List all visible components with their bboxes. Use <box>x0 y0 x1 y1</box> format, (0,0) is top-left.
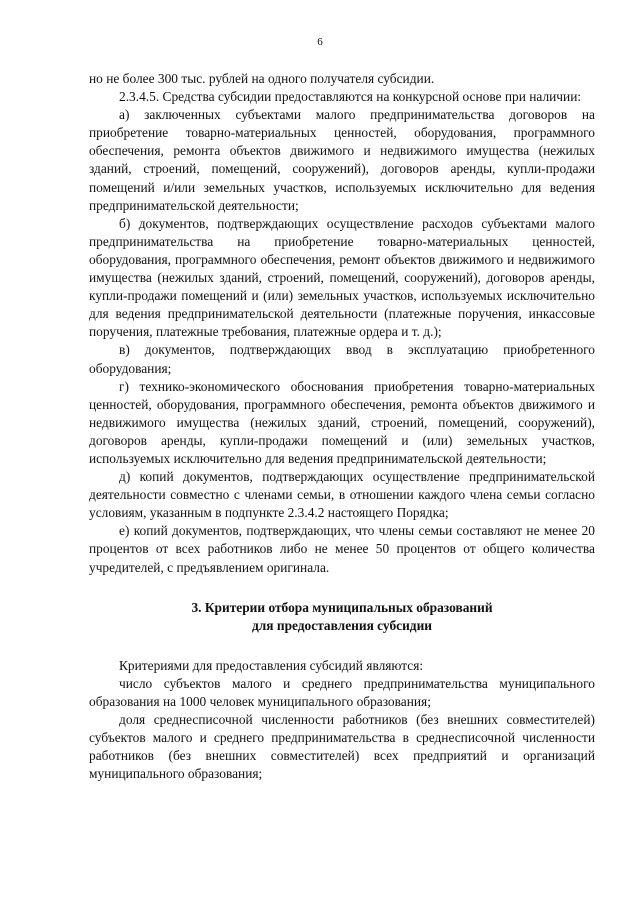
section-heading-line-1: 3. Критерии отбора муниципальных образований <box>191 599 493 615</box>
paragraph-item-v: в) документов, подтверждающих ввод в эксплуатацию приобретенного оборудования; <box>89 342 595 376</box>
section-heading <box>89 599 595 635</box>
paragraph-continuation: но не более 300 тыс. рублей на одного получателя субсидии. <box>89 71 435 86</box>
page-number: 6 <box>317 36 323 48</box>
criteria-item-1: число субъектов малого и среднего предпринимательства муниципального образования на 1000 человек муниципального образования; <box>89 675 595 709</box>
paragraph-item-g: г) технико-экономического обоснования приобретения товарно-материальных ценностей, оборудования, программного обеспечения, ремонта объектов движимого и недвижимого имущества (нежилых зданий, строений, помещений, сооружений), договоров аренды, купли-продажи помещений и (или) земельных участков, используемых исключительно для ведения предпринимательской деятельности; <box>89 378 595 466</box>
paragraph-item-e: е) копий документов, подтверждающих, что члены семьи составляют не менее 20 процентов от всех работников либо не менее 50 процентов от общего количества учредителей, с предъявлением оригинала. <box>89 523 595 575</box>
paragraph-item-a: а) заключенных субъектами малого предпринимательства договоров на приобретение товарно-материальных ценностей, оборудования, программного обеспечения, ремонта объектов движимого и недвижимого имущества (нежилых зданий, строений, помещений, сооружений), договоров аренды, купли-продажи помещений и/или земельных участков, используемых исключительно для ведения предпринимательской деятельности; <box>89 107 595 213</box>
criteria-intro: Критериями для предоставления субсидий являются: <box>119 657 424 673</box>
document-body <box>89 70 595 783</box>
paragraph-item-d: д) копий документов, подтверждающих осуществление предпринимательской деятельности совместно с членами семьи, в отношении каждого члена семьи согласно условиям, указанным в подпункте 2.3.4.2 настоящего Порядка; <box>89 469 595 521</box>
criteria-item-2: доля среднесписочной численности работников (без внешних совместителей) субъектов малого и среднего предпринимательства в среднесписочной численности работников (без внешних совместителей) всех предприятий и организаций муниципального образования; <box>89 712 595 782</box>
paragraph-2-3-4-5: 2.3.4.5. Средства субсидии предоставляются на конкурсной основе при наличии: <box>119 89 582 105</box>
paragraph-item-b: б) документов, подтверждающих осуществление расходов субъектами малого предпринимательства на приобретение товарно-материальных ценностей, оборудования, программного обеспечения, ремонт объектов движимого и недвижимого имущества (нежилых зданий, строений, помещений, сооружений), договоров аренды, купли-продажи помещений и (или) земельных участков, используемых исключительно для ведения предпринимательской деятельности (платежные поручения, инкассовые поручения, платежные требования, платежные ордера и т. д.); <box>89 215 595 340</box>
section-heading-line-2: для предоставления субсидии <box>251 617 433 633</box>
